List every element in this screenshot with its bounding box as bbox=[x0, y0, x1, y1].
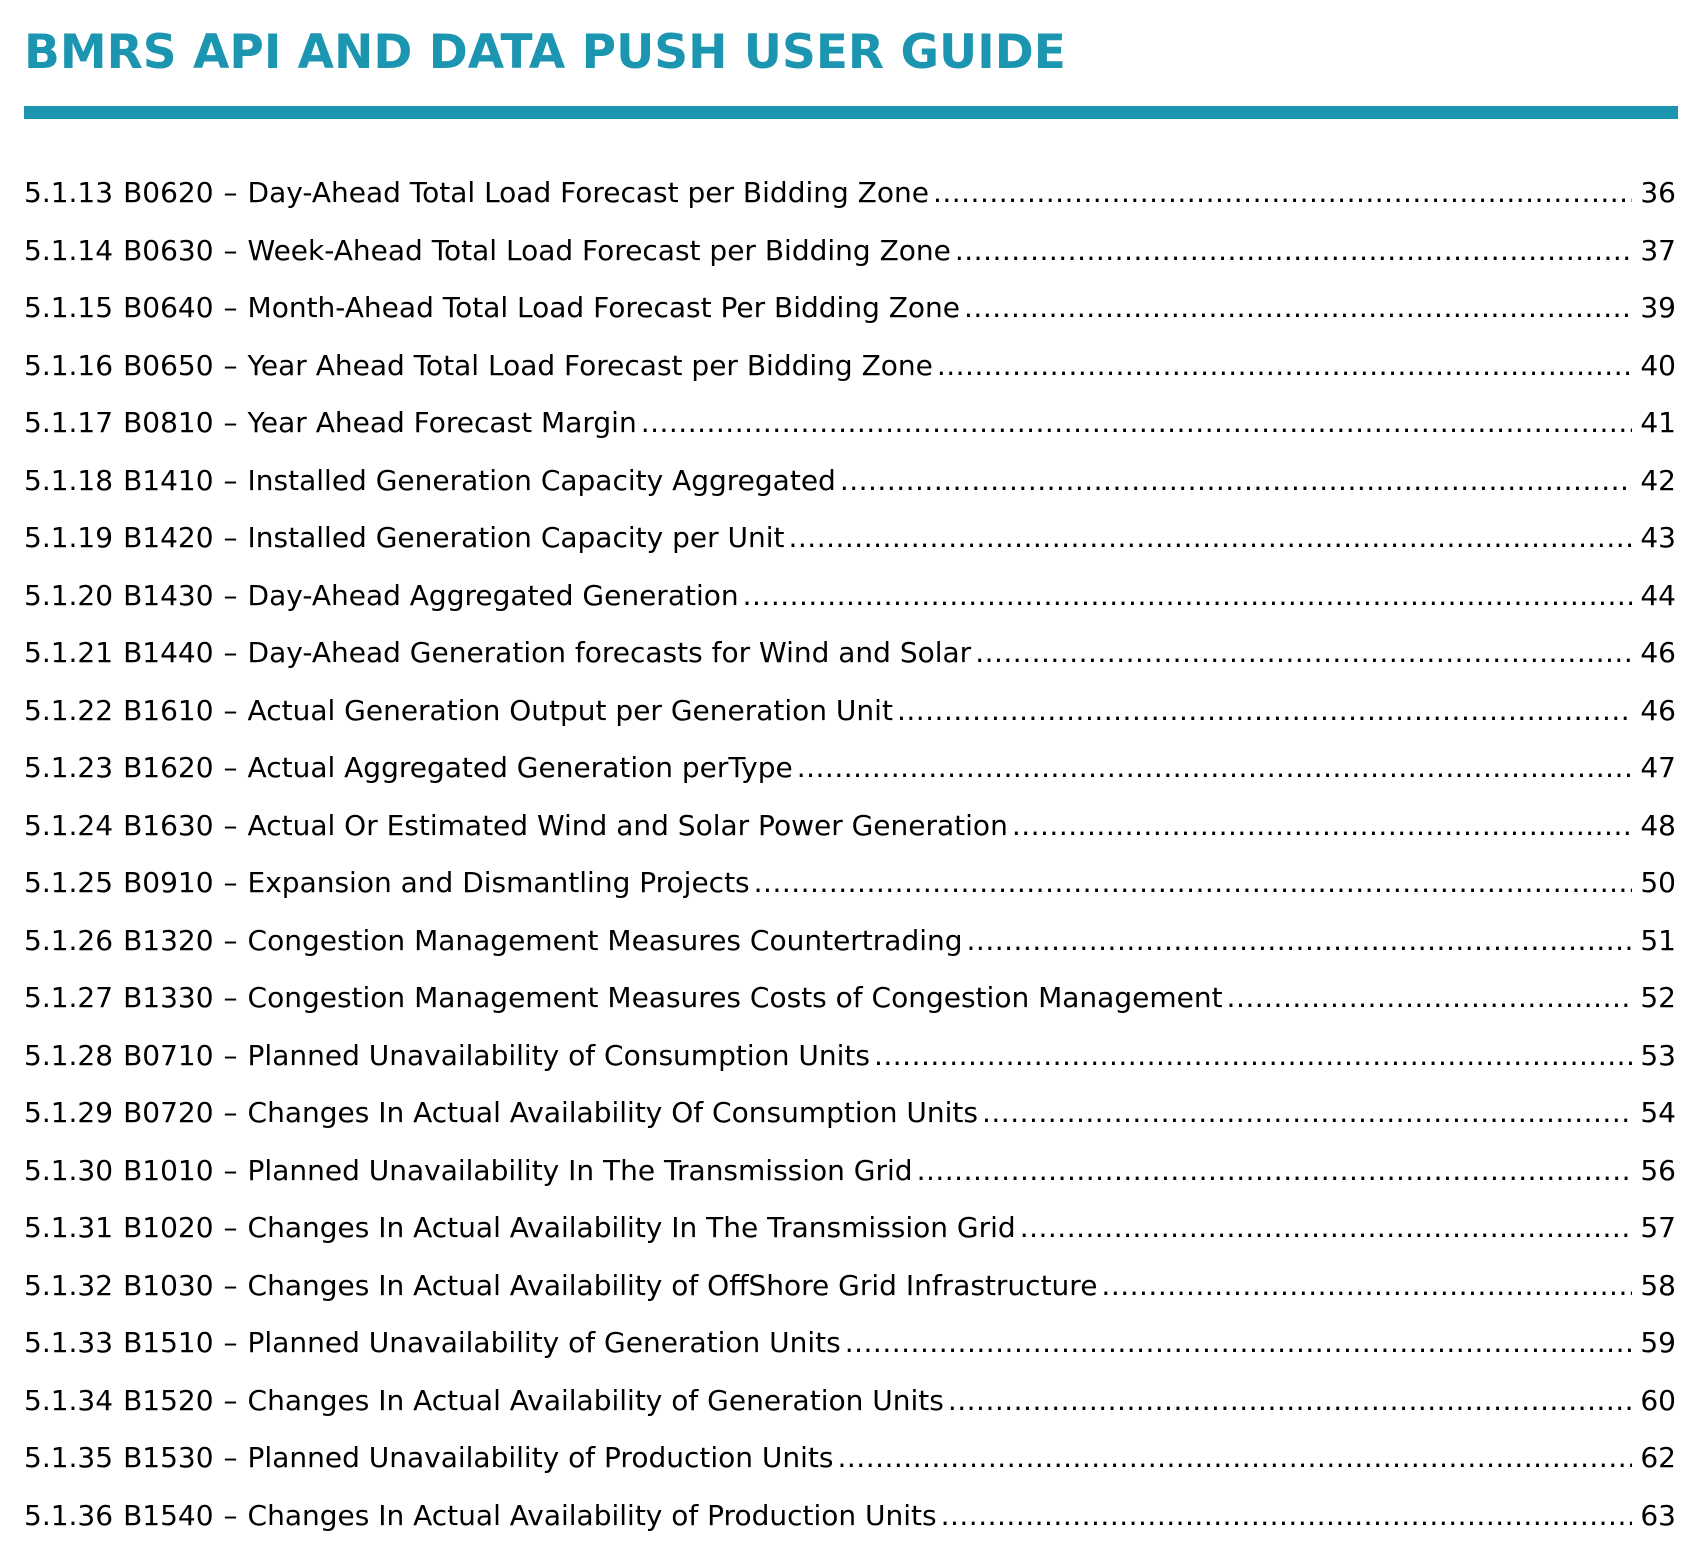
toc-dot-leader bbox=[975, 624, 1632, 682]
toc-dot-leader bbox=[754, 854, 1632, 912]
toc-dot-leader bbox=[1012, 797, 1632, 855]
toc-dash-separator: – bbox=[224, 751, 238, 784]
toc-section-number: 5.1.33 bbox=[24, 1326, 113, 1359]
toc-entry[interactable] bbox=[24, 452, 1676, 510]
toc-entry-text bbox=[24, 797, 1012, 855]
toc-section-number: 5.1.29 bbox=[24, 1096, 113, 1129]
toc-page-number: 56 bbox=[1632, 1142, 1676, 1200]
toc-section-number: 5.1.27 bbox=[24, 981, 113, 1014]
toc-dot-leader bbox=[933, 164, 1632, 222]
toc-dataset-code: B0810 bbox=[123, 406, 213, 439]
document-title: BMRS API AND DATA PUSH USER GUIDE bbox=[24, 22, 1066, 84]
toc-entry-title: Actual Generation Output per Generation Unit bbox=[248, 694, 893, 727]
toc-section-number: 5.1.22 bbox=[24, 694, 113, 727]
toc-dataset-code: B1530 bbox=[123, 1441, 213, 1474]
toc-entry[interactable] bbox=[24, 1142, 1676, 1200]
toc-page-number: 57 bbox=[1632, 1199, 1676, 1257]
toc-dot-leader bbox=[917, 1142, 1632, 1200]
toc-dash-separator: – bbox=[224, 694, 238, 727]
toc-page-number: 43 bbox=[1632, 509, 1676, 567]
toc-section-number: 5.1.19 bbox=[24, 521, 113, 554]
toc-entry-text bbox=[24, 969, 1227, 1027]
toc-entry-text bbox=[24, 1199, 1020, 1257]
toc-page-number: 50 bbox=[1632, 854, 1676, 912]
toc-dataset-code: B1330 bbox=[123, 981, 213, 1014]
toc-dataset-code: B1010 bbox=[123, 1154, 213, 1187]
toc-dash-separator: – bbox=[224, 809, 238, 842]
toc-dot-leader bbox=[1101, 1257, 1632, 1315]
toc-entry[interactable] bbox=[24, 854, 1676, 912]
toc-entry-text bbox=[24, 394, 641, 452]
toc-dash-separator: – bbox=[224, 1096, 238, 1129]
toc-section-number: 5.1.35 bbox=[24, 1441, 113, 1474]
toc-entry[interactable] bbox=[24, 1314, 1676, 1372]
toc-dataset-code: B0720 bbox=[123, 1096, 213, 1129]
toc-dataset-code: B1420 bbox=[123, 521, 213, 554]
toc-dot-leader bbox=[967, 912, 1632, 970]
toc-dash-separator: – bbox=[224, 1154, 238, 1187]
toc-dataset-code: B1430 bbox=[123, 579, 213, 612]
toc-entry-text bbox=[24, 1372, 948, 1430]
toc-page-number: 54 bbox=[1632, 1084, 1676, 1142]
toc-dataset-code: B1610 bbox=[123, 694, 213, 727]
toc-entry-title: Installed Generation Capacity per Unit bbox=[248, 521, 785, 554]
toc-entry[interactable] bbox=[24, 1487, 1676, 1544]
toc-dash-separator: – bbox=[224, 579, 238, 612]
toc-entry[interactable] bbox=[24, 797, 1676, 855]
toc-entry-title: Changes In Actual Availability Of Consumption Units bbox=[248, 1096, 978, 1129]
toc-section-number: 5.1.25 bbox=[24, 866, 113, 899]
toc-dataset-code: B0640 bbox=[123, 291, 213, 324]
toc-section-number: 5.1.34 bbox=[24, 1384, 113, 1417]
toc-entry-title: Year Ahead Forecast Margin bbox=[248, 406, 637, 439]
toc-section-number: 5.1.30 bbox=[24, 1154, 113, 1187]
table-of-contents bbox=[24, 164, 1676, 1544]
toc-entry-text bbox=[24, 739, 797, 797]
toc-entry-text bbox=[24, 1314, 845, 1372]
toc-page-number: 47 bbox=[1632, 739, 1676, 797]
toc-dash-separator: – bbox=[224, 981, 238, 1014]
toc-dataset-code: B0710 bbox=[123, 1039, 213, 1072]
toc-dot-leader bbox=[948, 1372, 1632, 1430]
toc-dash-separator: – bbox=[224, 464, 238, 497]
toc-section-number: 5.1.17 bbox=[24, 406, 113, 439]
toc-entry[interactable] bbox=[24, 624, 1676, 682]
toc-page-number: 40 bbox=[1632, 337, 1676, 395]
toc-dash-separator: – bbox=[224, 1269, 238, 1302]
toc-entry-title: Changes In Actual Availability of Production Units bbox=[248, 1499, 937, 1532]
toc-section-number: 5.1.31 bbox=[24, 1211, 113, 1244]
toc-dataset-code: B1540 bbox=[123, 1499, 213, 1532]
toc-page-number: 48 bbox=[1632, 797, 1676, 855]
toc-page-number: 46 bbox=[1632, 682, 1676, 740]
toc-dataset-code: B1630 bbox=[123, 809, 213, 842]
toc-page-number: 36 bbox=[1632, 164, 1676, 222]
toc-entry[interactable] bbox=[24, 1257, 1676, 1315]
toc-entry-text bbox=[24, 222, 955, 280]
toc-page-number: 53 bbox=[1632, 1027, 1676, 1085]
toc-entry-text bbox=[24, 854, 754, 912]
toc-dataset-code: B1510 bbox=[123, 1326, 213, 1359]
toc-dot-leader bbox=[840, 452, 1632, 510]
toc-entry[interactable] bbox=[24, 1429, 1676, 1487]
toc-page-number: 46 bbox=[1632, 624, 1676, 682]
toc-entry-text bbox=[24, 279, 964, 337]
toc-section-number: 5.1.13 bbox=[24, 176, 113, 209]
toc-dash-separator: – bbox=[224, 1326, 238, 1359]
toc-dataset-code: B1030 bbox=[123, 1269, 213, 1302]
toc-entry[interactable] bbox=[24, 509, 1676, 567]
toc-page-number: 41 bbox=[1632, 394, 1676, 452]
toc-dot-leader bbox=[1227, 969, 1632, 1027]
toc-entry[interactable] bbox=[24, 394, 1676, 452]
toc-dot-leader bbox=[964, 279, 1632, 337]
toc-entry[interactable] bbox=[24, 1199, 1676, 1257]
toc-dot-leader bbox=[897, 682, 1632, 740]
toc-section-number: 5.1.23 bbox=[24, 751, 113, 784]
toc-entry-text bbox=[24, 337, 937, 395]
toc-dot-leader bbox=[838, 1429, 1633, 1487]
toc-section-number: 5.1.18 bbox=[24, 464, 113, 497]
toc-dot-leader bbox=[937, 337, 1632, 395]
toc-entry-title: Planned Unavailability In The Transmission Grid bbox=[248, 1154, 913, 1187]
toc-dot-leader bbox=[641, 394, 1632, 452]
toc-dash-separator: – bbox=[224, 1499, 238, 1532]
toc-section-number: 5.1.36 bbox=[24, 1499, 113, 1532]
toc-entry[interactable] bbox=[24, 1372, 1676, 1430]
toc-dataset-code: B1020 bbox=[123, 1211, 213, 1244]
toc-entry-title: Week-Ahead Total Load Forecast per Bidding Zone bbox=[248, 234, 951, 267]
toc-page-number: 39 bbox=[1632, 279, 1676, 337]
toc-entry-text bbox=[24, 1429, 838, 1487]
toc-dataset-code: B0630 bbox=[123, 234, 213, 267]
title-underline-rule bbox=[24, 106, 1678, 119]
toc-entry[interactable] bbox=[24, 222, 1676, 280]
toc-section-number: 5.1.21 bbox=[24, 636, 113, 669]
toc-entry-title: Planned Unavailability of Production Units bbox=[248, 1441, 834, 1474]
toc-entry[interactable] bbox=[24, 279, 1676, 337]
toc-dot-leader bbox=[743, 567, 1632, 625]
toc-entry-text bbox=[24, 1142, 917, 1200]
toc-dot-leader bbox=[955, 222, 1632, 280]
toc-section-number: 5.1.15 bbox=[24, 291, 113, 324]
toc-dash-separator: – bbox=[224, 176, 238, 209]
toc-dash-separator: – bbox=[224, 866, 238, 899]
toc-dash-separator: – bbox=[224, 1441, 238, 1474]
toc-section-number: 5.1.28 bbox=[24, 1039, 113, 1072]
toc-entry-title: Changes In Actual Availability of Generation Units bbox=[248, 1384, 944, 1417]
toc-entry-title: Congestion Management Measures Costs of Congestion Management bbox=[248, 981, 1223, 1014]
toc-dataset-code: B1320 bbox=[123, 924, 213, 957]
toc-entry-text bbox=[24, 1257, 1101, 1315]
toc-entry-title: Installed Generation Capacity Aggregated bbox=[248, 464, 836, 497]
toc-entry-text bbox=[24, 452, 840, 510]
toc-page-number: 44 bbox=[1632, 567, 1676, 625]
toc-entry-title: Year Ahead Total Load Forecast per Bidding Zone bbox=[248, 349, 933, 382]
toc-page-number: 60 bbox=[1632, 1372, 1676, 1430]
toc-entry-title: Changes In Actual Availability of OffShore Grid Infrastructure bbox=[248, 1269, 1098, 1302]
toc-section-number: 5.1.16 bbox=[24, 349, 113, 382]
toc-entry[interactable] bbox=[24, 912, 1676, 970]
toc-dataset-code: B0910 bbox=[123, 866, 213, 899]
toc-dot-leader bbox=[874, 1027, 1632, 1085]
toc-page-number: 62 bbox=[1632, 1429, 1676, 1487]
toc-dataset-code: B0650 bbox=[123, 349, 213, 382]
toc-entry-text bbox=[24, 1487, 941, 1544]
toc-entry-title: Planned Unavailability of Generation Units bbox=[248, 1326, 841, 1359]
toc-page-number: 59 bbox=[1632, 1314, 1676, 1372]
toc-entry[interactable] bbox=[24, 739, 1676, 797]
toc-dash-separator: – bbox=[224, 1039, 238, 1072]
toc-dot-leader bbox=[1020, 1199, 1632, 1257]
toc-page-number: 52 bbox=[1632, 969, 1676, 1027]
toc-entry-title: Day-Ahead Aggregated Generation bbox=[248, 579, 739, 612]
toc-entry[interactable] bbox=[24, 1084, 1676, 1142]
toc-page-number: 58 bbox=[1632, 1257, 1676, 1315]
toc-dataset-code: B1620 bbox=[123, 751, 213, 784]
toc-entry-title: Actual Aggregated Generation perType bbox=[248, 751, 793, 784]
toc-dot-leader bbox=[845, 1314, 1632, 1372]
toc-entry-title: Planned Unavailability of Consumption Units bbox=[248, 1039, 870, 1072]
toc-entry-title: Day-Ahead Generation forecasts for Wind and Solar bbox=[248, 636, 972, 669]
toc-entry[interactable] bbox=[24, 567, 1676, 625]
toc-entry[interactable] bbox=[24, 969, 1676, 1027]
toc-dot-leader bbox=[797, 739, 1632, 797]
toc-entry-text bbox=[24, 164, 933, 222]
toc-dataset-code: B1440 bbox=[123, 636, 213, 669]
toc-entry-text bbox=[24, 912, 967, 970]
toc-dash-separator: – bbox=[224, 1384, 238, 1417]
toc-dash-separator: – bbox=[224, 291, 238, 324]
toc-dash-separator: – bbox=[224, 521, 238, 554]
toc-section-number: 5.1.14 bbox=[24, 234, 113, 267]
toc-entry-text bbox=[24, 682, 897, 740]
toc-section-number: 5.1.26 bbox=[24, 924, 113, 957]
toc-entry-text bbox=[24, 567, 743, 625]
toc-dataset-code: B0620 bbox=[123, 176, 213, 209]
toc-dash-separator: – bbox=[224, 924, 238, 957]
toc-entry[interactable] bbox=[24, 1027, 1676, 1085]
toc-dataset-code: B1520 bbox=[123, 1384, 213, 1417]
toc-dash-separator: – bbox=[224, 349, 238, 382]
toc-dash-separator: – bbox=[224, 234, 238, 267]
toc-dot-leader bbox=[789, 509, 1633, 567]
toc-entry[interactable] bbox=[24, 682, 1676, 740]
toc-entry-text bbox=[24, 1027, 874, 1085]
toc-entry-title: Actual Or Estimated Wind and Solar Power Generation bbox=[248, 809, 1008, 842]
toc-entry[interactable] bbox=[24, 337, 1676, 395]
toc-dash-separator: – bbox=[224, 406, 238, 439]
toc-entry-title: Day-Ahead Total Load Forecast per Bidding Zone bbox=[248, 176, 929, 209]
toc-entry-title: Changes In Actual Availability In The Transmission Grid bbox=[248, 1211, 1016, 1244]
toc-section-number: 5.1.20 bbox=[24, 579, 113, 612]
toc-dataset-code: B1410 bbox=[123, 464, 213, 497]
toc-entry-title: Month-Ahead Total Load Forecast Per Bidding Zone bbox=[248, 291, 961, 324]
toc-dot-leader bbox=[941, 1487, 1632, 1544]
toc-entry-title: Congestion Management Measures Countertrading bbox=[248, 924, 963, 957]
toc-section-number: 5.1.32 bbox=[24, 1269, 113, 1302]
toc-entry[interactable] bbox=[24, 164, 1676, 222]
toc-entry-title: Expansion and Dismantling Projects bbox=[248, 866, 750, 899]
toc-dash-separator: – bbox=[224, 1211, 238, 1244]
toc-entry-text bbox=[24, 1084, 982, 1142]
toc-page-number: 37 bbox=[1632, 222, 1676, 280]
toc-section-number: 5.1.24 bbox=[24, 809, 113, 842]
toc-page-number: 51 bbox=[1632, 912, 1676, 970]
toc-page-number: 63 bbox=[1632, 1487, 1676, 1544]
toc-page-number: 42 bbox=[1632, 452, 1676, 510]
toc-dash-separator: – bbox=[224, 636, 238, 669]
toc-entry-text bbox=[24, 509, 789, 567]
toc-entry-text bbox=[24, 624, 975, 682]
toc-dot-leader bbox=[982, 1084, 1632, 1142]
